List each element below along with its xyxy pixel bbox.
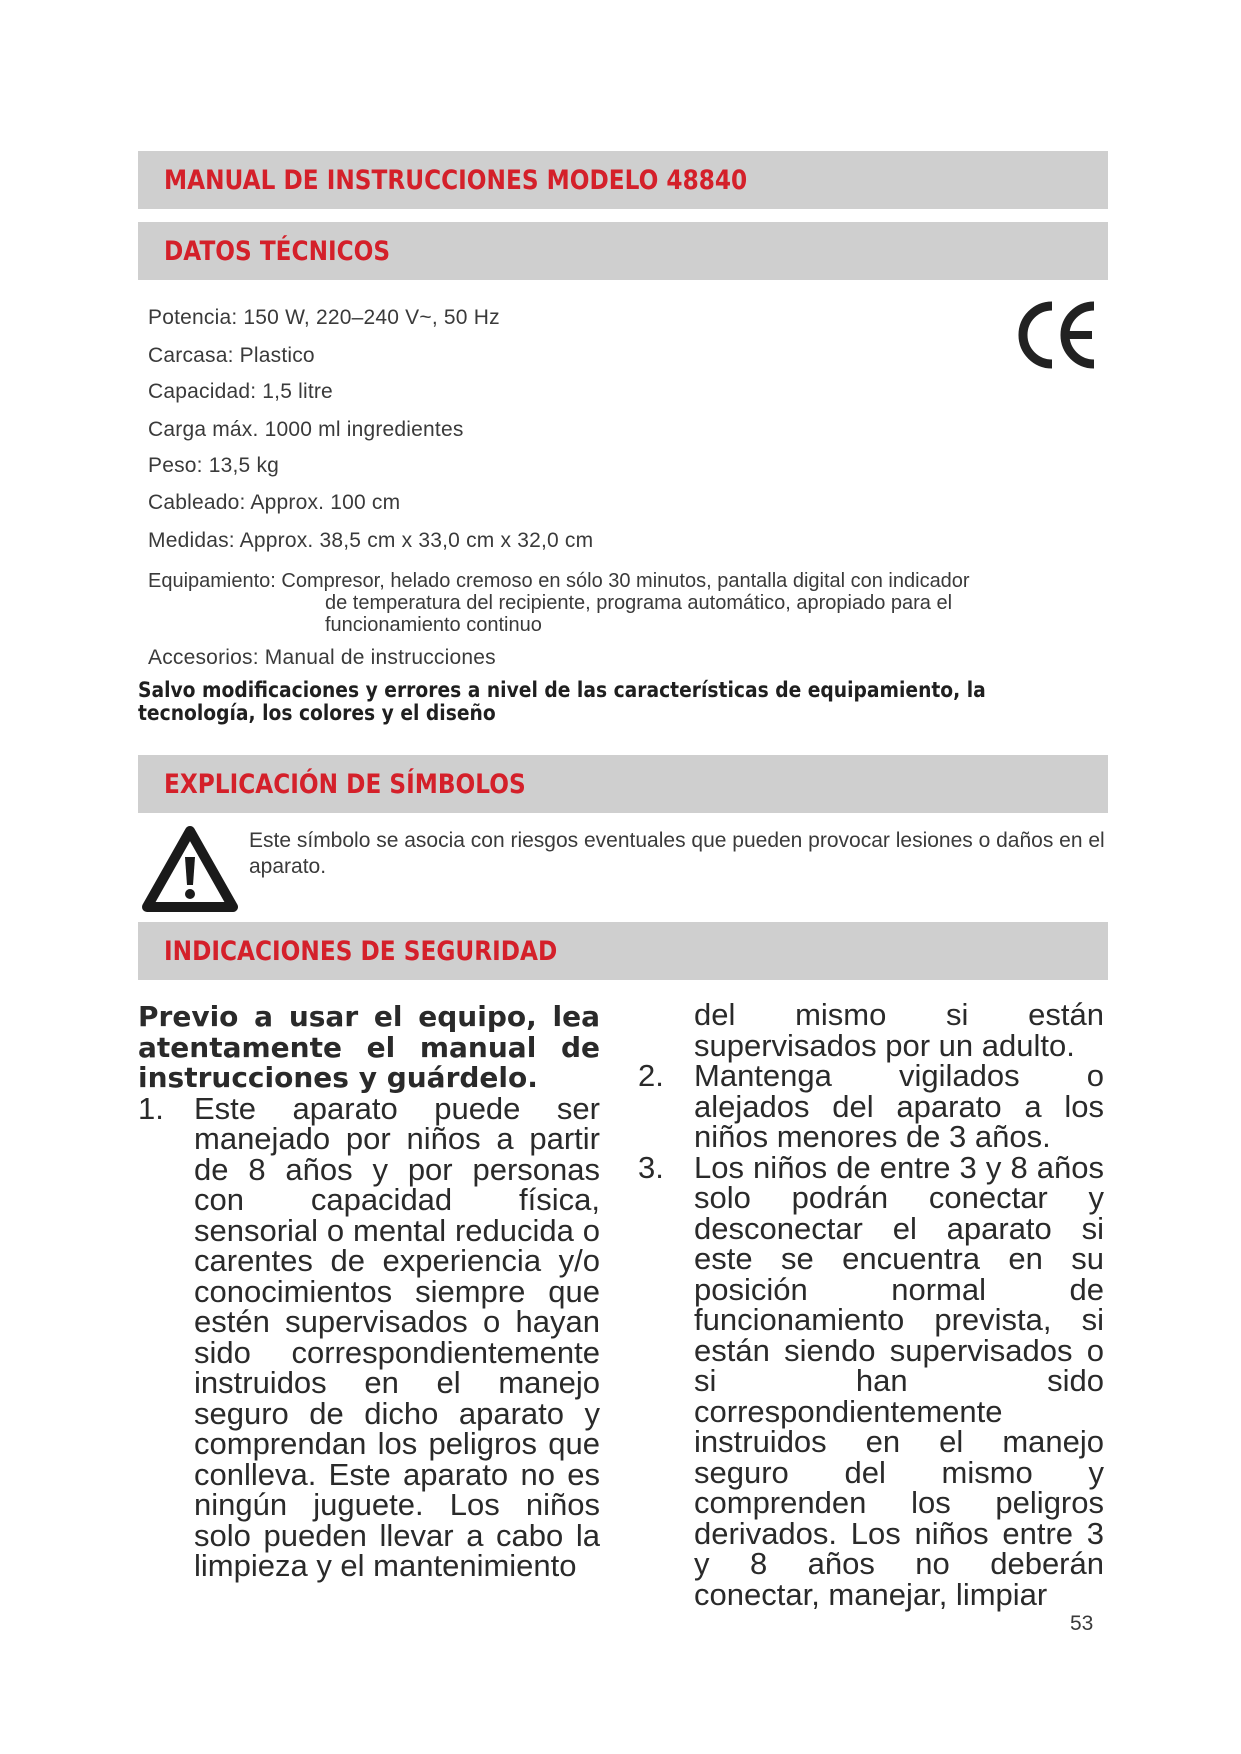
safety-band <box>138 922 1108 980</box>
ce-mark-icon <box>1018 298 1098 372</box>
spec-accessories: Accesorios: Manual de instrucciones <box>148 646 496 669</box>
spec-cable: Cableado: Approx. 100 cm <box>148 491 401 514</box>
ce-mark-label: CE <box>1018 298 1020 299</box>
spec-equipment <box>148 570 1068 636</box>
safety-item <box>638 1149 1104 1612</box>
safety-item <box>138 1090 600 1583</box>
safety-item-number: 3. <box>638 1149 664 1185</box>
spec-power: Potencia: 150 W, 220–240 V~, 50 Hz <box>148 306 500 329</box>
modification-note: Salvo modificaciones y errores a nivel de las características de equipamiento, la tecnología, los colores y el diseño <box>138 678 986 725</box>
tech-data-band <box>138 222 1108 280</box>
spec-weight: Peso: 13,5 kg <box>148 454 280 477</box>
safety-item-number: 1. <box>138 1090 164 1126</box>
safety-intro: Previo a usar el equipo, lea atentamente el manual de instrucciones y guárdelo. <box>138 1000 600 1094</box>
safety-item-text: del mismo si están supervisados por un adulto. <box>694 997 1104 1063</box>
spec-housing: Carcasa: Plastico <box>148 344 315 367</box>
manual-title: MANUAL DE INSTRUCCIONES MODELO 48840 <box>164 164 748 196</box>
symbols-band <box>138 755 1108 813</box>
safety-item-text: Mantenga vigilados o alejados del aparato a los niños menores de 3 años. <box>694 1058 1104 1154</box>
safety-column-left <box>138 1002 600 1582</box>
equipment-first-line: Equipamiento: Compresor, helado cremoso en sólo 30 minutos, pantalla digital con indicador <box>148 570 970 592</box>
spec-dimensions: Medidas: Approx. 38,5 cm x 33,0 cm x 32,0 cm <box>148 529 594 552</box>
equipment-continuation: de temperatura del recipiente, programa automático, apropiado para el funcionamiento continuo <box>325 592 953 636</box>
safety-item-number: 2. <box>638 1058 664 1093</box>
safety-item-text: Los niños de entre 3 y 8 años solo podrán conectar y desconectar el aparato si este se encuentra en su posición normal de funcionamiento prevista, si están siendo supervisados o si han sido correspondientemente instruidos en el manejo seguro del mismo y comprenden los peligros derivados. Los niños entre 3 y 8 años no deberán conectar, manejar, limpiar <box>694 1149 1104 1612</box>
title-band <box>138 151 1108 209</box>
safety-column-right <box>638 997 1104 1612</box>
tech-data-heading: DATOS TÉCNICOS <box>164 235 391 267</box>
symbols-heading: EXPLICACIÓN DE SÍMBOLOS <box>164 768 526 800</box>
warning-triangle-icon <box>142 825 238 913</box>
safety-heading: INDICACIONES DE SEGURIDAD <box>164 935 558 967</box>
safety-item-number <box>638 1000 694 1061</box>
spec-max-load: Carga máx. 1000 ml ingredientes <box>148 418 464 441</box>
safety-item-text: Este aparato puede ser manejado por niños a partir de 8 años y por personas con capacidad física, sensorial o mental reducida o carentes de experiencia y/o conocimientos siempre que estén supervisados o hayan sido correspondientemente instruidos en el manejo seguro de dicho aparato y comprendan los peligros que conlleva. Este aparato no es ningún juguete. Los niños solo pueden llevar a cabo la limpieza y el mantenimiento <box>194 1090 600 1583</box>
safety-item <box>638 1058 1104 1154</box>
warning-symbol-text: Este símbolo se asocia con riesgos eventuales que pueden provocar lesiones o daños en el aparato. <box>249 829 1105 878</box>
page-number: 53 <box>1070 1612 1094 1635</box>
safety-item-continued <box>638 997 1104 1063</box>
spec-capacity: Capacidad: 1,5 litre <box>148 380 333 403</box>
